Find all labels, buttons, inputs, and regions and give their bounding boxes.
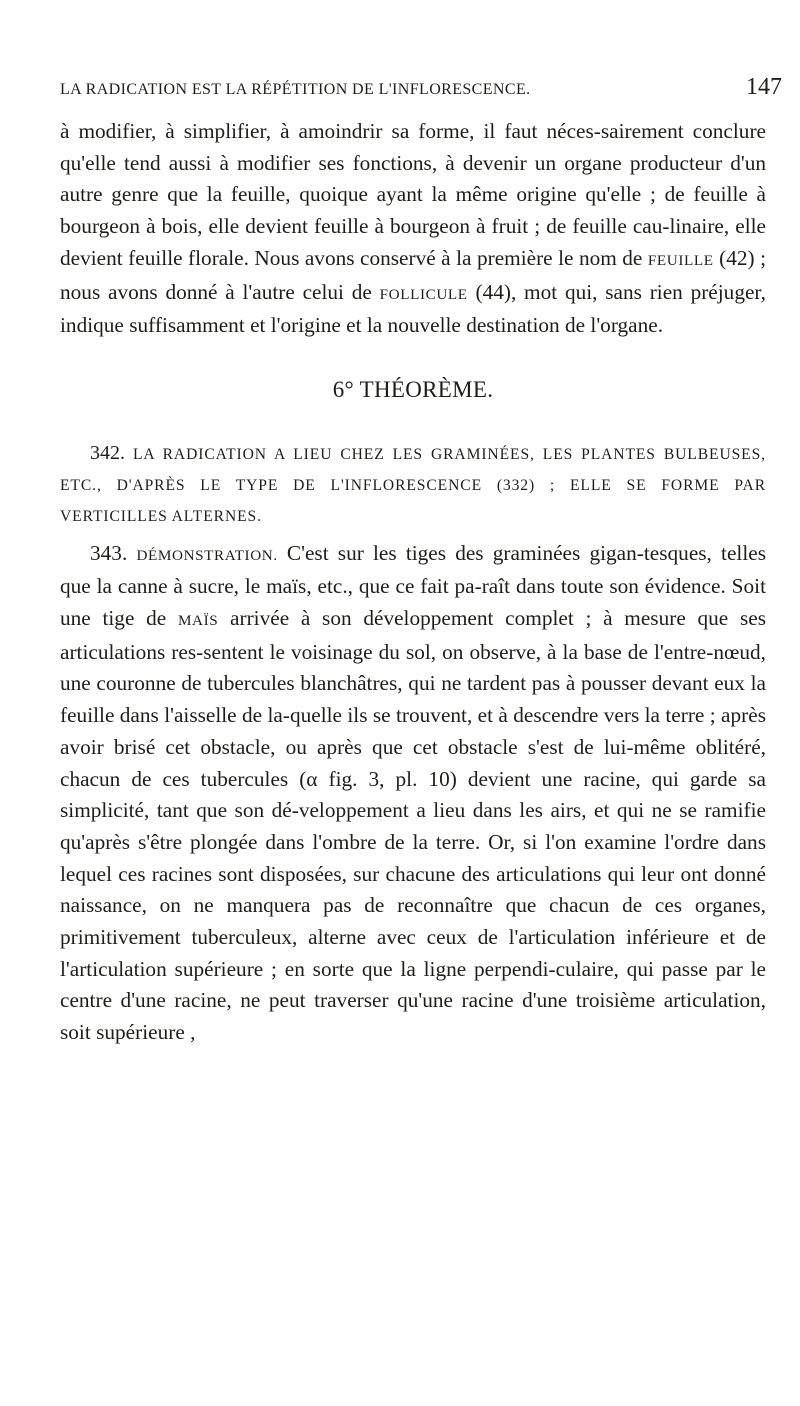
proposition-text: LA RADICATION A LIEU CHEZ LES GRAMINÉES, LES PLANTES BULBEUSES, ETC., D'APRÈS LE TYPE DE L'INFLORESCENCE (332) ; ELLE SE FORME PAR VERTICILLES ALTERNES. — [60, 445, 766, 525]
running-head — [60, 72, 782, 100]
paragraph-text: C'est sur les tiges des graminées gigan-tesques, telles que la canne à sucre, le maïs, etc., que ce fait pa-raît dans toute son évidence. Soit une tige de — [60, 540, 766, 631]
term-mais: MAÏS — [177, 612, 219, 630]
paragraph-text: (44), mot qui, sans rien préjuger, indique suffisamment et l'origine et la nouvelle destination de l'organe. — [60, 279, 766, 338]
paragraph-continuation — [60, 116, 766, 342]
paragraph-text: (42) ; nous avons donné à l'autre celui de — [60, 245, 767, 304]
term-follicule: FOLLICULE — [379, 285, 468, 303]
proposition — [60, 438, 766, 532]
demonstration-label: DÉMONSTRATION. — [136, 546, 278, 564]
term-feuille: FEUILLE — [647, 251, 714, 269]
running-title: LA RADICATION EST LA RÉPÉTITION DE L'INFLORESCENCE. — [60, 81, 531, 98]
page-body — [60, 116, 766, 1049]
page-number: 147 — [746, 74, 782, 100]
paragraph-text: arrivée à son développement complet ; à mesure que ses articulations res-sentent le voisinage du sol, on observe, à la base de l'entre-nœud, une couronne de tubercules blanchâtres, qui ne tardent pas à pousser devant eux la feuille dans l'aisselle de la-quelle ils se trouvent, et à descendre vers la terre ; après avoir brisé cet obstacle, ou après que cet obstacle s'est de lui-même oblitéré, chacun de ces tubercules (α fig. 3, pl. 10) devient une racine, qui garde sa simplicité, tant que son dé-veloppement a lieu dans les airs, et qui ne se ramifie qu'après s'être plongée dans l'ombre de la terre. Or, si l'on examine l'ordre dans lequel ces racines sont disposées, sur chacune des articulations qui leur ont donné naissance, on ne manquera pas de reconnaître que chacun de ces organes, primitivement tuberculeux, alterne avec ceux de l'articulation inférieure et de l'articulation supérieure ; en sorte que la ligne perpendi-culaire, qui passe par le centre d'une racine, ne peut traverser qu'une racine d'une troisième articulation, soit supérieure , — [60, 606, 766, 1045]
theorem-heading: 6° THÉORÈME. — [332, 376, 494, 402]
paragraph-text: à modifier, à simplifier, à amoindrir sa forme, il faut néces-sairement conclure qu'elle tend aussi à modifier ses fonctions, à devenir un organe producteur d'un autre genre que la feuille, quoique ayant la même origine qu'elle ; de feuille à bourgeon à bois, elle devient feuille à bourgeon à fruit ; de feuille cau-linaire, elle devient feuille florale. Nous avons conservé à la première le nom de — [60, 119, 766, 270]
demonstration-paragraph — [60, 538, 766, 1049]
paragraph-number: 343. — [90, 540, 128, 565]
proposition-number: 342. — [90, 441, 125, 464]
